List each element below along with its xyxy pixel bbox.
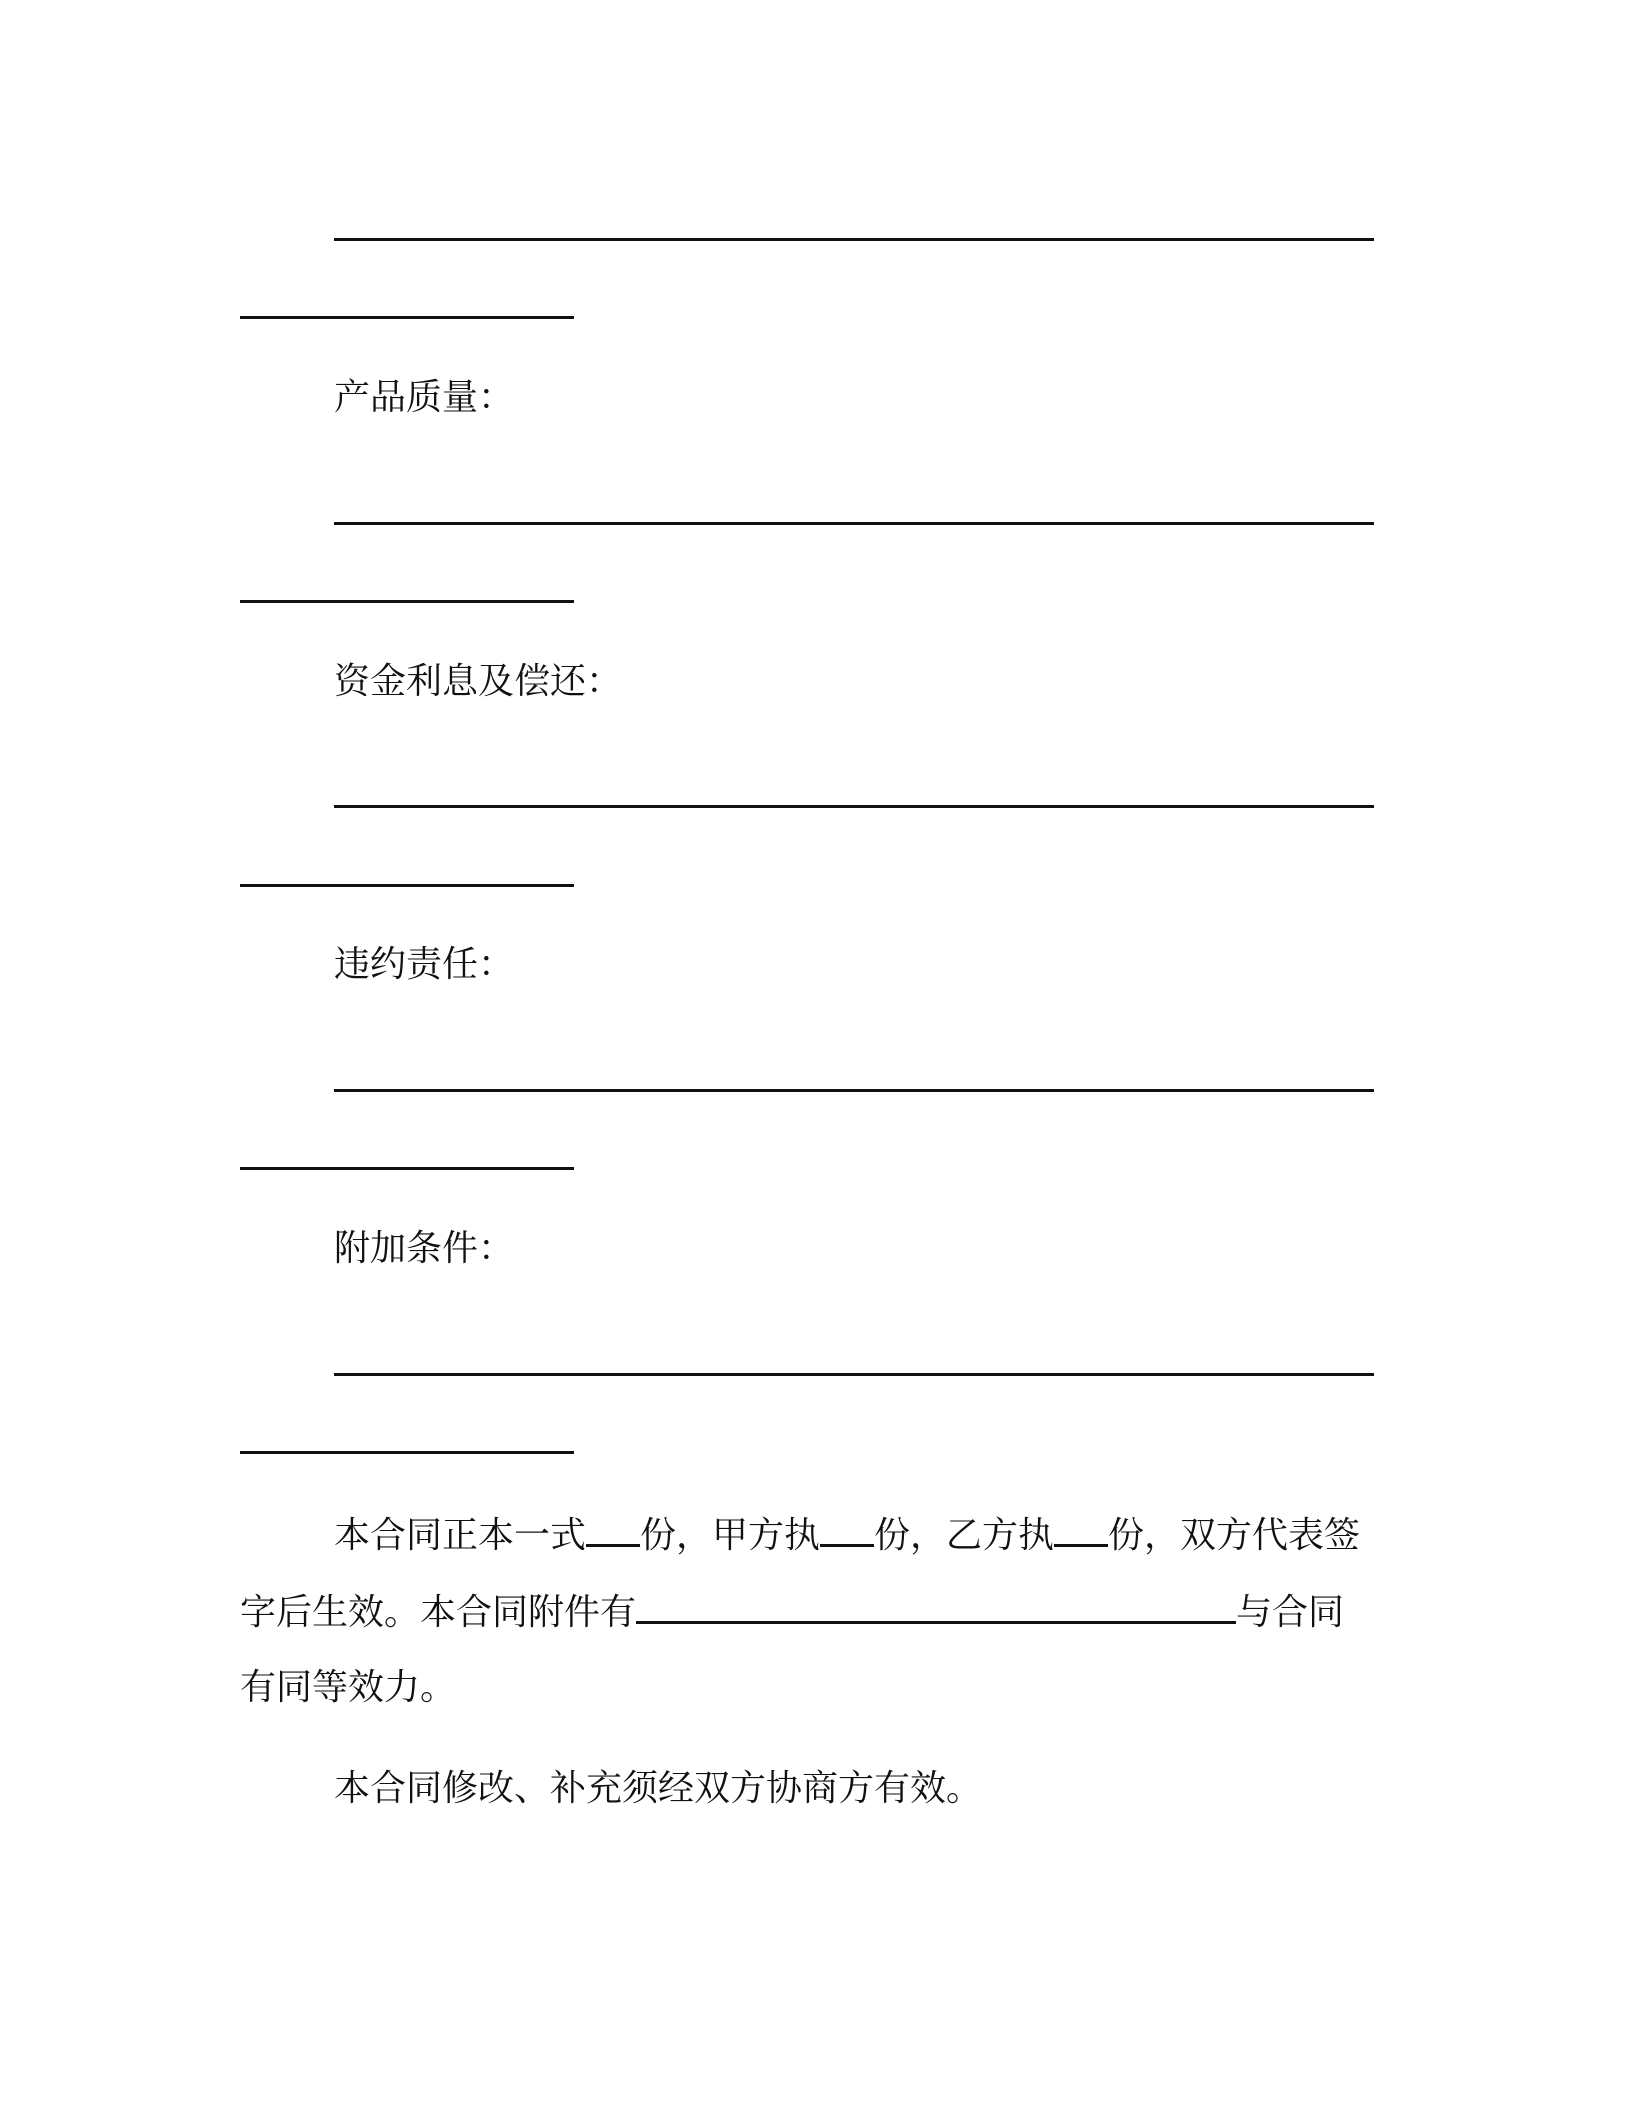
fill-in-line-continuation[interactable]	[240, 600, 574, 603]
paragraph-copies-line3: 有同等效力。	[240, 1667, 457, 1708]
party-a-copies-blank[interactable]	[820, 1512, 874, 1547]
paragraph-text: 份，甲方执	[640, 1515, 821, 1556]
section-label-product-quality: 产品质量：	[334, 377, 515, 418]
attachment-blank[interactable]	[636, 1589, 1236, 1624]
fill-in-line-continuation[interactable]	[240, 1167, 574, 1170]
paragraph-copies-line1	[334, 1512, 1360, 1558]
fill-in-line-continuation[interactable]	[240, 316, 574, 319]
section-label-breach-liability: 违约责任：	[334, 944, 515, 985]
paragraph-text: 与合同	[1236, 1592, 1345, 1633]
fill-in-line[interactable]	[334, 1373, 1374, 1376]
section-label-additional-conditions: 附加条件：	[334, 1228, 515, 1269]
paragraph-text: 份，双方代表签	[1108, 1515, 1361, 1556]
fill-in-line[interactable]	[334, 522, 1374, 525]
paragraph-amendment: 本合同修改、补充须经双方协商方有效。	[334, 1768, 983, 1809]
paragraph-copies-line2	[240, 1589, 1344, 1635]
fill-in-line[interactable]	[334, 238, 1374, 241]
fill-in-line[interactable]	[334, 1089, 1374, 1092]
paragraph-text: 份，乙方执	[874, 1515, 1055, 1556]
fill-in-line-continuation[interactable]	[240, 884, 574, 887]
party-b-copies-blank[interactable]	[1054, 1512, 1108, 1547]
paragraph-text: 字后生效。本合同附件有	[240, 1592, 637, 1633]
copies-count-blank[interactable]	[586, 1512, 640, 1547]
fill-in-line[interactable]	[334, 805, 1374, 808]
fill-in-line-continuation[interactable]	[240, 1451, 574, 1454]
section-label-funds-interest: 资金利息及偿还：	[334, 661, 623, 702]
paragraph-text: 本合同正本一式	[334, 1515, 587, 1556]
